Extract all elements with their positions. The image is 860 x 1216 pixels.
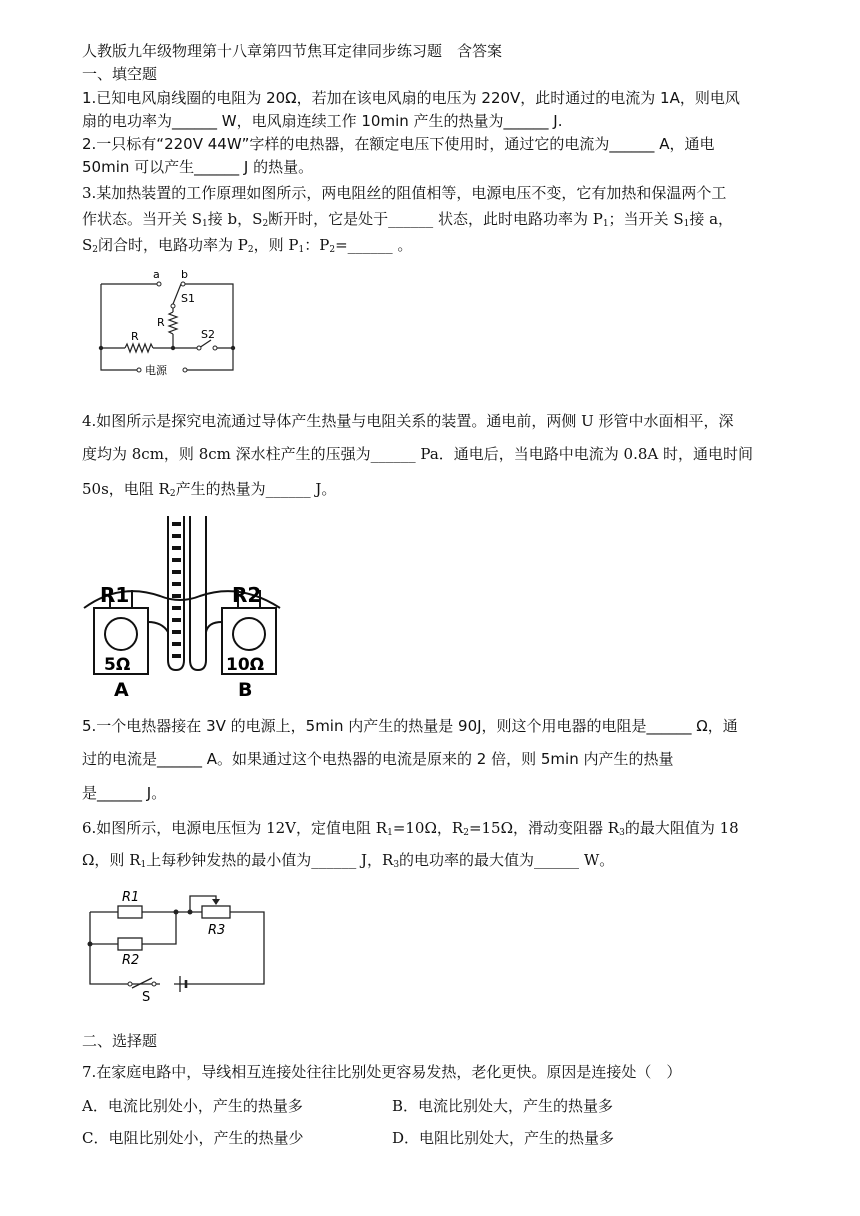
question-2-line-1: 2.一只标有“220V 44W”字样的电热器，在额定电压下使用时，通过它的电流为______ A，通电 bbox=[82, 135, 715, 153]
q3-label-a: a bbox=[153, 268, 160, 281]
question-2-line-2: 50min 可以产生______ J 的热量。 bbox=[82, 158, 314, 176]
q6-label-r2: R2 bbox=[122, 953, 140, 968]
question-5-line-1: 5.一个电热器接在 3V 的电源上，5min 内产生的热量是 90J，则这个用电器的电阻是______ Ω，通 bbox=[82, 717, 738, 735]
q4-label-b: B bbox=[238, 679, 253, 701]
question-1-line-2: 扇的电功率为______ W，电风扇连续工作 10min 产生的热量为______ J. bbox=[82, 112, 563, 130]
question-3-line-2: 作状态。当开关 $S_1$接 b，$S_2$断开时，它是处于______ 状态，此时电路功率为 $P_1$；当开关 $S_1$接 a， bbox=[82, 210, 734, 229]
document-title: 人教版九年级物理第十八章第四节焦耳定律同步练习题 含答案 bbox=[82, 42, 503, 60]
q3-label-s2: S2 bbox=[201, 328, 215, 341]
question-7-option-b: B．电流比别处大，产生的热量多 bbox=[392, 1097, 614, 1115]
question-7-option-c: C．电阻比别处小，产生的热量少 bbox=[82, 1129, 304, 1147]
q3-label-source: 电源 bbox=[145, 364, 167, 377]
question-7-option-d: D．电阻比别处大，产生的热量多 bbox=[392, 1129, 615, 1147]
question-4-line-2: 度均为 8cm，则 8cm 深水柱产生的压强为______ Pa．通电后，当电路中电流为 0.8A 时，通电时间 bbox=[82, 445, 753, 463]
joule-heating-apparatus-q4 bbox=[80, 512, 285, 702]
question-7-stem: 7.在家庭电路中，导线相互连接处往往比别处更容易发热，老化更快。原因是连接处（ ） bbox=[82, 1063, 682, 1081]
q3-label-s1: S1 bbox=[181, 292, 195, 305]
q3-label-r-upper: R bbox=[157, 316, 165, 329]
question-6-line-1: 6.如图所示，电源电压恒为 12V，定值电阻 $R_1=10\Omega$，$R_2=15\Omega$，滑动变阻器 $R_3$的最大阻值为 18 bbox=[82, 819, 739, 838]
question-6-line-2: Ω，则 $R_1$上每秒钟发热的最小值为______ J，$R_3$的电功率的最大值为______ W。 bbox=[82, 851, 615, 870]
circuit-diagram-q3 bbox=[95, 266, 240, 384]
section-heading-fill-in: 一、填空题 bbox=[82, 65, 158, 83]
q4-label-10ohm: 10Ω bbox=[226, 655, 265, 675]
q3-label-b: b bbox=[181, 268, 188, 281]
q6-label-s: S bbox=[142, 990, 151, 1002]
question-4-line-3: 50s，电阻 $R_2$产生的热量为______ J。 bbox=[82, 480, 337, 499]
question-5-line-2: 过的电流是______ A。如果通过这个电热器的电流是原来的 2 倍，则 5min 内产生的热量 bbox=[82, 750, 674, 768]
section-heading-choice: 二、选择题 bbox=[82, 1032, 158, 1050]
question-7-option-a: A．电流比别处小，产生的热量多 bbox=[82, 1097, 303, 1115]
q4-label-r2: R2 bbox=[232, 583, 262, 607]
q6-label-r3: R3 bbox=[208, 923, 226, 938]
q4-label-a: A bbox=[114, 679, 129, 701]
question-3-line-3: $S_2$闭合时，电路功率为 $P_2$，则 $P_1$：$P_2=\_\_\_\_\_\_$ 。 bbox=[82, 236, 413, 255]
circuit-diagram-q6 bbox=[82, 884, 270, 1002]
question-3-line-1: 3.某加热装置的工作原理如图所示，两电阻丝的阻值相等，电源电压不变，它有加热和保温两个工 bbox=[82, 184, 727, 202]
question-4-line-1: 4.如图所示是探究电流通过导体产生热量与电阻关系的装置。通电前，两侧 U 形管中水面相平，深 bbox=[82, 412, 734, 430]
question-5-line-3: 是______ J。 bbox=[82, 784, 167, 802]
q4-label-5ohm: 5Ω bbox=[104, 655, 131, 675]
q4-label-r1: R1 bbox=[100, 583, 130, 607]
question-1-line-1: 1.已知电风扇线圈的电阻为 20Ω，若加在该电风扇的电压为 220V，此时通过的电流为 1A，则电风 bbox=[82, 89, 740, 107]
q3-label-r-lower: R bbox=[131, 330, 139, 343]
q6-label-r1: R1 bbox=[122, 890, 140, 905]
